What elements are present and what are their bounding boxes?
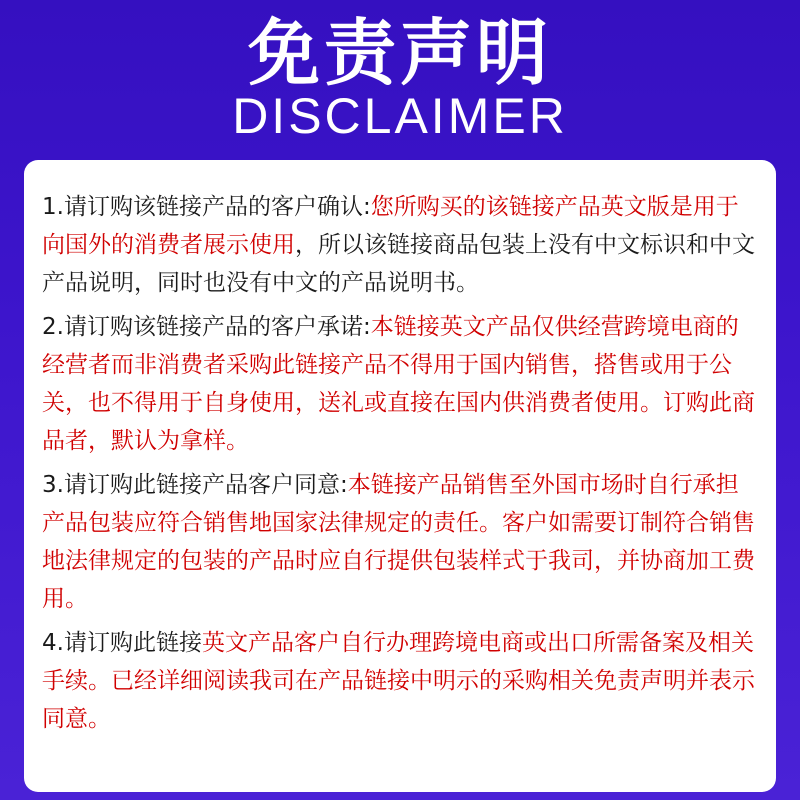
clause-4-highlight: 英文产品客户自行办理跨境电商或出口所需备案及相关手续。已经详细阅读我司在产品链接中明示的采购相关免责声明并表示同意。 [42,630,755,732]
clause-1-lead: 1.请订购该链接产品的客户确认: [42,194,371,220]
page-title: 免责声明 [247,11,552,95]
clause-1 [42,188,760,302]
disclaimer-card [24,160,776,792]
clause-1-highlight: 您所购买的该链接产品英文版是用于向国外的消费者展示使用 [42,194,739,258]
clause-3-highlight: 本链接产品销售至外国市场时自行承担产品包装应符合销售地国家法律规定的责任。客户如需要订制符合销售地法律规定的包装的产品时应自行提供包装样式于我司，并协商加工费用。 [42,472,755,612]
clause-3 [42,466,760,618]
clause-2-highlight: 本链接英文产品仅供经营跨境电商的经营者而非消费者采购此链接产品不得用于国内销售，搭售或用于公关，也不得用于自身使用，送礼或直接在国内供消费者使用。订购此商品者，默认为拿样。 [42,314,755,454]
clause-3-lead: 3.请订购此链接产品客户同意: [42,472,348,498]
page-subtitle: DISCLAIMER [232,88,568,144]
clause-4-lead: 4.请订购此链接 [42,630,202,656]
clause-4 [42,624,760,738]
clause-2 [42,308,760,460]
clause-1-tail: ，所以该链接商品包装上没有中文标识和中文产品说明，同时也没有中文的产品说明书。 [42,232,755,296]
header [0,0,800,160]
clause-2-lead: 2.请订购该链接产品的客户承诺: [42,314,371,340]
